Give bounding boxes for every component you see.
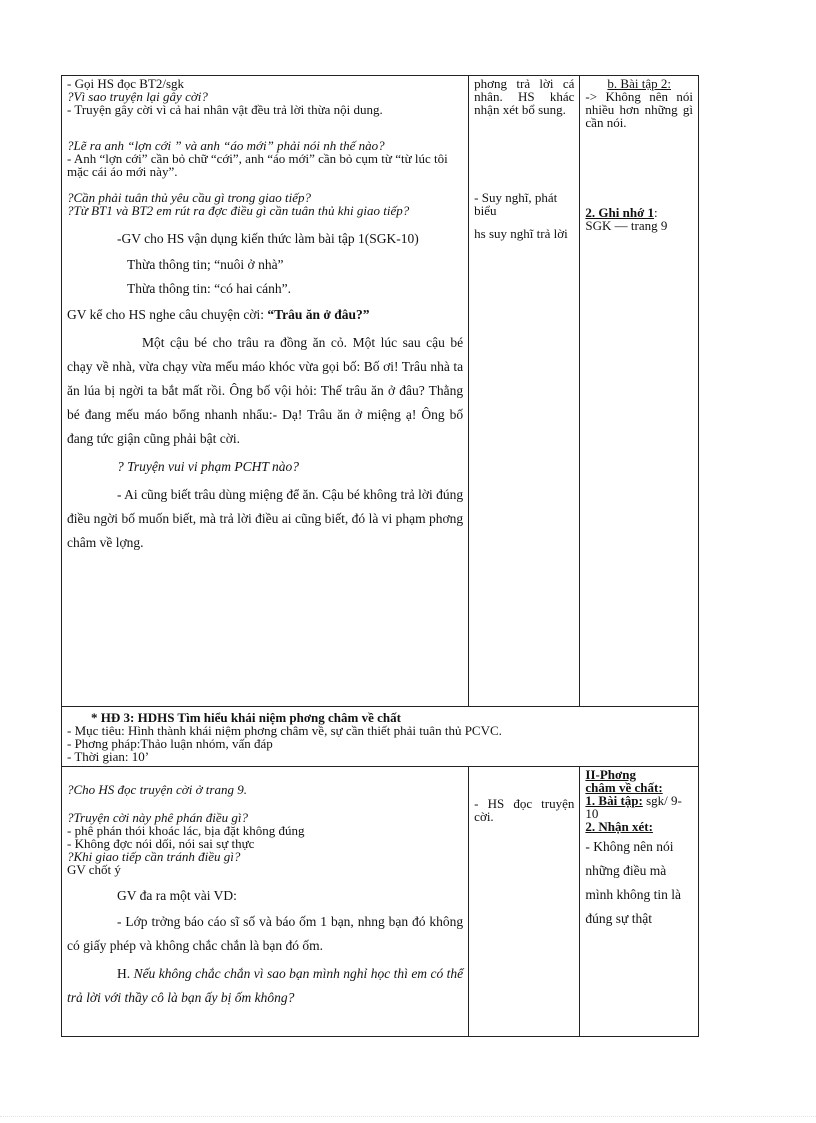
activity-header-cell [62,707,699,767]
table-row [62,767,699,1037]
content-cell [580,767,699,1037]
text-line: phơng trả lời cá nhân. HS khác nhận xét bổ sung. [474,76,575,117]
text-line: - Không đợc nói dối, nói sai sự thực [67,836,255,851]
paragraph: Thừa thông tin: “có hai cánh”. [127,281,292,296]
teacher-activity-cell [62,767,469,1037]
paragraph [67,962,463,1010]
question-line: ?Từ BT1 và BT2 em rút ra đợc điều gì cần tuân thủ khi giao tiếp? [67,203,410,218]
student-activity-cell [469,76,580,707]
lesson-table [61,75,699,1037]
text-line: - Mục tiêu: Hình thành khái niệm phơng châm về, sự cần thiết phải tuân thủ PCVC. [67,723,502,738]
question-line: ?Cho HS đọc truyện cời ở trang 9. [67,782,247,797]
section-heading: 2. Nhận xét: [585,819,653,834]
question-line: ? Truyện vui vi phạm PCHT nào? [117,459,299,474]
section-heading: 1. Bài tập: [585,793,643,808]
table-row [62,707,699,767]
text-line: sgk/ 9-10 [585,793,682,821]
question-line: ?Khi giao tiếp cần tránh điều gì? [67,849,241,864]
section-title: b. Bài tập 2: [607,76,671,91]
paragraph: - Lớp trởng báo cáo sĩ số và báo ốm 1 bạn, nhng bạn đó không có giấy phép và không chắc chắn là bạn đó ốm. [67,914,464,953]
section-heading: II-Phơng châm về chất: [585,767,663,795]
student-activity-cell [469,767,580,1037]
text-line: hs suy nghĩ trả lời [474,226,568,241]
text-line: - Phơng pháp:Thảo luận nhóm, vấn đáp [67,736,273,751]
paragraph: - Không nên nói những điều mà mình không tin là đúng sự thật [585,839,682,926]
paragraph: - Ai cũng biết trâu dùng miệng để ăn. Cậu bé không trả lời đúng điều ngời bố muốn biết, mà trả lời điều ai cũng biết, đó là vi phạm phơng châm về lợng. [67,487,464,550]
teacher-activity-cell [62,76,469,707]
story-paragraph: Một cậu bé cho trâu ra đồng ăn cỏ. Một lúc sau cậu bé chạy về nhà, vừa chạy vừa mếu máo khóc vừa gọi bố: Bố ơi! Trâu nhà ta ăn lúa bị ngời ta bắt mất rồi. Ông bố vội hỏi: Thế trâu ăn ở đâu? Thằng bé đang mếu máo bổng nhanh nhẩu:- Dạ! Trâu ăn ở miệng ạ! Ông bố đang tức giận cũng phải bật cời. [67,335,464,446]
activity-title: * HĐ 3: HDHS Tìm hiểu khái niệm phơng châm về chất [91,710,401,725]
paragraph: GV đa ra một vài VD: [117,888,237,903]
story-intro: GV kể cho HS nghe câu chuyện cời: [67,307,268,322]
paragraph [67,303,463,327]
text-line: - Truyện gây cời vì cả hai nhân vật đều trả lời thừa nội dung. [67,102,383,117]
question-prefix: H. [117,966,134,981]
text-line: GV chốt ý [67,862,121,877]
text-line: - Gọi HS đọc BT2/sgk [67,76,184,91]
question-line: ?Cần phải tuân thủ yêu cầu gì trong giao tiếp? [67,190,311,205]
question-line: ?Lẽ ra anh “lợn cới ” và anh “áo mới” phải nói nh thế nào? [67,138,385,153]
text-line [585,794,693,820]
text-line: -> Không nên nói nhiều hơn những gì cần nói. [585,89,693,130]
text-line: - phê phán thói khoác lác, bịa đặt không đúng [67,823,305,838]
content-cell [580,76,699,707]
section-heading: 2. Ghi nhớ 1 [585,205,655,220]
table-row [62,76,699,707]
text-line: - Suy nghĩ, phát biểu [474,190,558,218]
page-edge-rule [0,1116,816,1117]
text-line: - Thời gian: 10’ [67,749,150,764]
colon: : [654,205,658,220]
text-line: - HS đọc truyện cời. [474,796,575,824]
question-text: Nếu không chắc chắn vì sao bạn mình nghỉ học thì em có thể trả lời với thầy cô là bạn ấy bị ốm không? [67,966,464,1005]
paragraph: -GV cho HS vận dụng kiến thức làm bài tập 1(SGK-10) [117,231,419,246]
story-title: “Trâu ăn ở đâu?” [267,307,370,322]
text-line: - Anh “lợn cới” cần bỏ chữ “cới”, anh “áo mới” cần bỏ cụm từ “từ lúc tôi mặc cái áo mới này”. [67,151,448,179]
question-line: ?Truyện cời này phê phán điều gì? [67,810,248,825]
paragraph: Thừa thông tin; “nuôi ở nhà” [127,257,284,272]
text-line: SGK — trang 9 [585,218,668,233]
question-line: ?Vì sao truyện lại gây cời? [67,89,208,104]
